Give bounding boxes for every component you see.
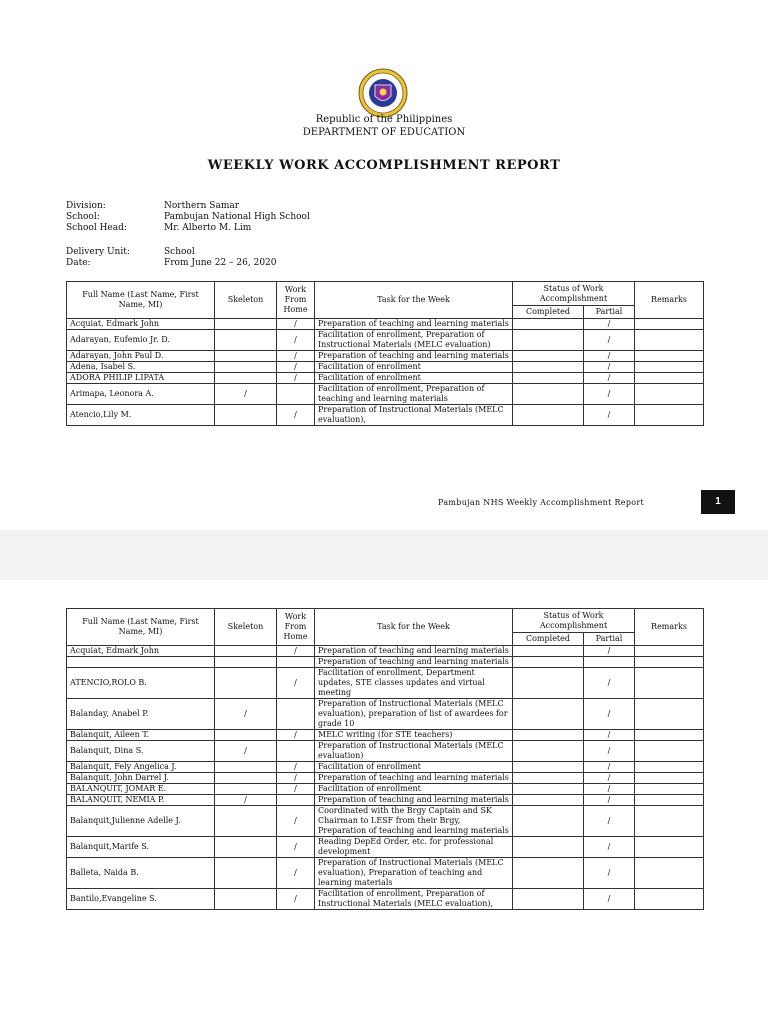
table-row [67,806,704,837]
school-value: Pambujan National High School [164,212,310,222]
cell-remarks [635,837,704,858]
cell-skeleton [215,319,277,330]
table-row [67,795,704,806]
cell-wfh: / [277,784,315,795]
report-title: WEEKLY WORK ACCOMPLISHMENT REPORT [207,158,561,173]
table-row [67,657,704,668]
cell-wfh [277,741,315,762]
cell-remarks [635,741,704,762]
date-value: From June 22 – 26, 2020 [164,258,277,268]
cell-remarks [635,889,704,910]
col-task-header: Task for the Week [315,609,513,646]
date-label: Date: [66,258,91,268]
cell-name: BALANQUIT, JOMAR E. [67,784,215,795]
cell-completed [513,405,584,426]
republic-text: Republic of the Philippines [315,114,453,125]
table-row [67,646,704,657]
col-partial-header: Partial [584,633,635,646]
cell-partial: / [584,858,635,889]
col-skeleton-header: Skeleton [215,609,277,646]
cell-completed [513,330,584,351]
accomplishment-table-2 [66,608,704,910]
cell-partial: / [584,330,635,351]
cell-skeleton [215,784,277,795]
cell-name: Acquiat, Edmark John [67,646,215,657]
cell-skeleton [215,405,277,426]
cell-remarks [635,668,704,699]
table-row [67,384,704,405]
cell-task: Preparation of teaching and learning materials [315,319,513,330]
cell-completed [513,351,584,362]
table-row [67,773,704,784]
cell-skeleton [215,858,277,889]
table-row [67,330,704,351]
cell-partial: / [584,784,635,795]
cell-completed [513,784,584,795]
col-name-header: Full Name (Last Name, First Name, MI) [67,609,215,646]
cell-name: Atencio,Lily M. [67,405,215,426]
school-row [66,212,310,222]
table-row [67,784,704,795]
cell-name: BALANQUIT, NEMIA P. [67,795,215,806]
cell-task: Facilitation of enrollment [315,784,513,795]
col-completed-header: Completed [513,306,584,319]
cell-name: Arimapa, Leonora A. [67,384,215,405]
cell-partial: / [584,668,635,699]
cell-completed [513,699,584,730]
cell-skeleton [215,351,277,362]
cell-completed [513,384,584,405]
table-row [67,730,704,741]
cell-name: Balanquit, Fely Angelica J. [67,762,215,773]
cell-remarks [635,806,704,837]
cell-name: Balanquit, John Darrel J. [67,773,215,784]
col-remarks-header: Remarks [635,282,704,319]
cell-skeleton: / [215,699,277,730]
cell-partial: / [584,699,635,730]
cell-completed [513,858,584,889]
unit-label: Delivery Unit: [66,247,130,257]
cell-name: Balleta, Naida B. [67,858,215,889]
cell-wfh: / [277,889,315,910]
cell-task: Preparation of teaching and learning materials [315,351,513,362]
cell-remarks [635,795,704,806]
cell-wfh: / [277,362,315,373]
cell-task: Preparation of Instructional Materials (MELC evaluation), Preparation of teaching and learning materials [315,858,513,889]
cell-name: Balanquit,Julienne Adelle J. [67,806,215,837]
col-wfh-header: Work From Home [277,609,315,646]
cell-name [67,657,215,668]
cell-partial: / [584,773,635,784]
col-name-header: Full Name (Last Name, First Name, MI) [67,282,215,319]
cell-wfh: / [277,730,315,741]
cell-remarks [635,384,704,405]
table-row [67,889,704,910]
cell-task: Facilitation of enrollment [315,362,513,373]
cell-remarks [635,699,704,730]
table-row [67,858,704,889]
col-status-header: Status of Work Accomplishment [513,282,635,306]
page-2 [0,580,768,1024]
unit-value: School [164,247,195,257]
col-completed-header: Completed [513,633,584,646]
cell-skeleton [215,362,277,373]
cell-task: Facilitation of enrollment, Preparation of Instructional Materials (MELC evaluation), [315,889,513,910]
cell-partial: / [584,384,635,405]
cell-completed [513,668,584,699]
cell-task: Preparation of Instructional Materials (MELC evaluation) [315,741,513,762]
cell-partial [584,657,635,668]
cell-name: Bantilo,Evangeline S. [67,889,215,910]
cell-name: Balanquit, Aileen T. [67,730,215,741]
head-label: School Head: [66,223,127,233]
cell-wfh: / [277,837,315,858]
footer-text: Pambujan NHS Weekly Accomplishment Report [438,498,645,507]
cell-wfh [277,384,315,405]
cell-completed [513,762,584,773]
table-row [67,373,704,384]
table-row [67,837,704,858]
cell-partial: / [584,837,635,858]
cell-skeleton: / [215,741,277,762]
table-row [67,319,704,330]
accomplishment-table-1 [66,281,704,426]
cell-task: Facilitation of enrollment [315,762,513,773]
cell-task: Preparation of Instructional Materials (MELC evaluation), preparation of list of awardees for grade 10 [315,699,513,730]
cell-remarks [635,319,704,330]
cell-wfh: / [277,319,315,330]
cell-wfh: / [277,373,315,384]
cell-completed [513,837,584,858]
cell-skeleton [215,889,277,910]
cell-completed [513,730,584,741]
cell-task: Preparation of teaching and learning materials [315,657,513,668]
cell-name: Adarayan, Eufemio Jr. D. [67,330,215,351]
page-gap [0,530,768,580]
cell-skeleton [215,330,277,351]
cell-name: ATENCIO,ROLO B. [67,668,215,699]
cell-completed [513,773,584,784]
cell-completed [513,795,584,806]
cell-remarks [635,330,704,351]
page-number: 1 [701,490,735,514]
cell-partial: / [584,351,635,362]
cell-partial: / [584,795,635,806]
cell-remarks [635,784,704,795]
cell-partial: / [584,373,635,384]
cell-partial: / [584,806,635,837]
cell-name: Adena, Isabel S. [67,362,215,373]
cell-remarks [635,730,704,741]
cell-wfh: / [277,668,315,699]
table-row [67,762,704,773]
cell-task: Preparation of teaching and learning materials [315,646,513,657]
cell-partial: / [584,889,635,910]
cell-wfh [277,657,315,668]
col-partial-header: Partial [584,306,635,319]
cell-wfh: / [277,646,315,657]
cell-partial: / [584,730,635,741]
cell-completed [513,362,584,373]
cell-completed [513,646,584,657]
table-row [67,668,704,699]
cell-skeleton [215,806,277,837]
cell-remarks [635,362,704,373]
cell-completed [513,806,584,837]
table-row [67,699,704,730]
cell-task: Facilitation of enrollment, Department updates, STE classes updates and virtual meeting [315,668,513,699]
cell-wfh: / [277,773,315,784]
cell-partial: / [584,646,635,657]
cell-name: Balanquit,Marife S. [67,837,215,858]
col-remarks-header: Remarks [635,609,704,646]
cell-partial: / [584,762,635,773]
cell-task: Reading DepEd Order, etc. for professional development [315,837,513,858]
cell-skeleton: / [215,795,277,806]
cell-remarks [635,646,704,657]
cell-skeleton [215,373,277,384]
cell-task: Facilitation of enrollment, Preparation of Instructional Materials (MELC evaluation) [315,330,513,351]
cell-task: Preparation of teaching and learning materials [315,795,513,806]
cell-completed [513,741,584,762]
cell-skeleton [215,773,277,784]
cell-remarks [635,762,704,773]
unit-row [66,247,195,257]
cell-task: MELC writing (for STE teachers) [315,730,513,741]
cell-task: Preparation of teaching and learning materials [315,773,513,784]
cell-wfh: / [277,330,315,351]
division-label: Division: [66,201,106,211]
cell-completed [513,889,584,910]
cell-skeleton [215,730,277,741]
cell-name: ADORA PHILIP LIPATA [67,373,215,384]
cell-task: Preparation of Instructional Materials (MELC evaluation), [315,405,513,426]
cell-completed [513,319,584,330]
head-value: Mr. Alberto M. Lim [164,223,252,233]
cell-name: Acquiat, Edmark John [67,319,215,330]
col-task-header: Task for the Week [315,282,513,319]
department-text: DEPARTMENT OF EDUCATION [302,127,466,138]
cell-partial: / [584,319,635,330]
cell-name: Balanday, Anabel P. [67,699,215,730]
deped-seal-logo [358,68,408,118]
cell-partial: / [584,741,635,762]
division-row [66,201,239,211]
cell-name: Balanquit, Dina S. [67,741,215,762]
cell-partial: / [584,362,635,373]
cell-wfh [277,699,315,730]
cell-task: Facilitation of enrollment [315,373,513,384]
cell-skeleton [215,837,277,858]
cell-wfh: / [277,858,315,889]
cell-skeleton [215,668,277,699]
cell-remarks [635,405,704,426]
cell-task: Facilitation of enrollment, Preparation of teaching and learning materials [315,384,513,405]
cell-wfh: / [277,405,315,426]
cell-wfh: / [277,806,315,837]
cell-completed [513,373,584,384]
cell-remarks [635,858,704,889]
table-row [67,351,704,362]
division-value: Northern Samar [164,201,240,211]
table-row [67,362,704,373]
cell-task: Coordinated with the Brgy Captain and SK Chairman to LESF from their Brgy, Preparation of teaching and learning materials [315,806,513,837]
cell-partial: / [584,405,635,426]
col-wfh-header: Work From Home [277,282,315,319]
table-row [67,405,704,426]
col-skeleton-header: Skeleton [215,282,277,319]
table-row [67,741,704,762]
cell-remarks [635,773,704,784]
cell-remarks [635,351,704,362]
head-row [66,223,251,233]
school-label: School: [66,212,100,222]
date-row [66,258,277,268]
cell-wfh: / [277,351,315,362]
cell-remarks [635,657,704,668]
cell-wfh: / [277,762,315,773]
cell-skeleton: / [215,384,277,405]
cell-skeleton [215,646,277,657]
cell-remarks [635,373,704,384]
cell-skeleton [215,762,277,773]
cell-name: Adarayan, John Paul D. [67,351,215,362]
col-status-header: Status of Work Accomplishment [513,609,635,633]
cell-completed [513,657,584,668]
cell-wfh [277,795,315,806]
cell-skeleton [215,657,277,668]
